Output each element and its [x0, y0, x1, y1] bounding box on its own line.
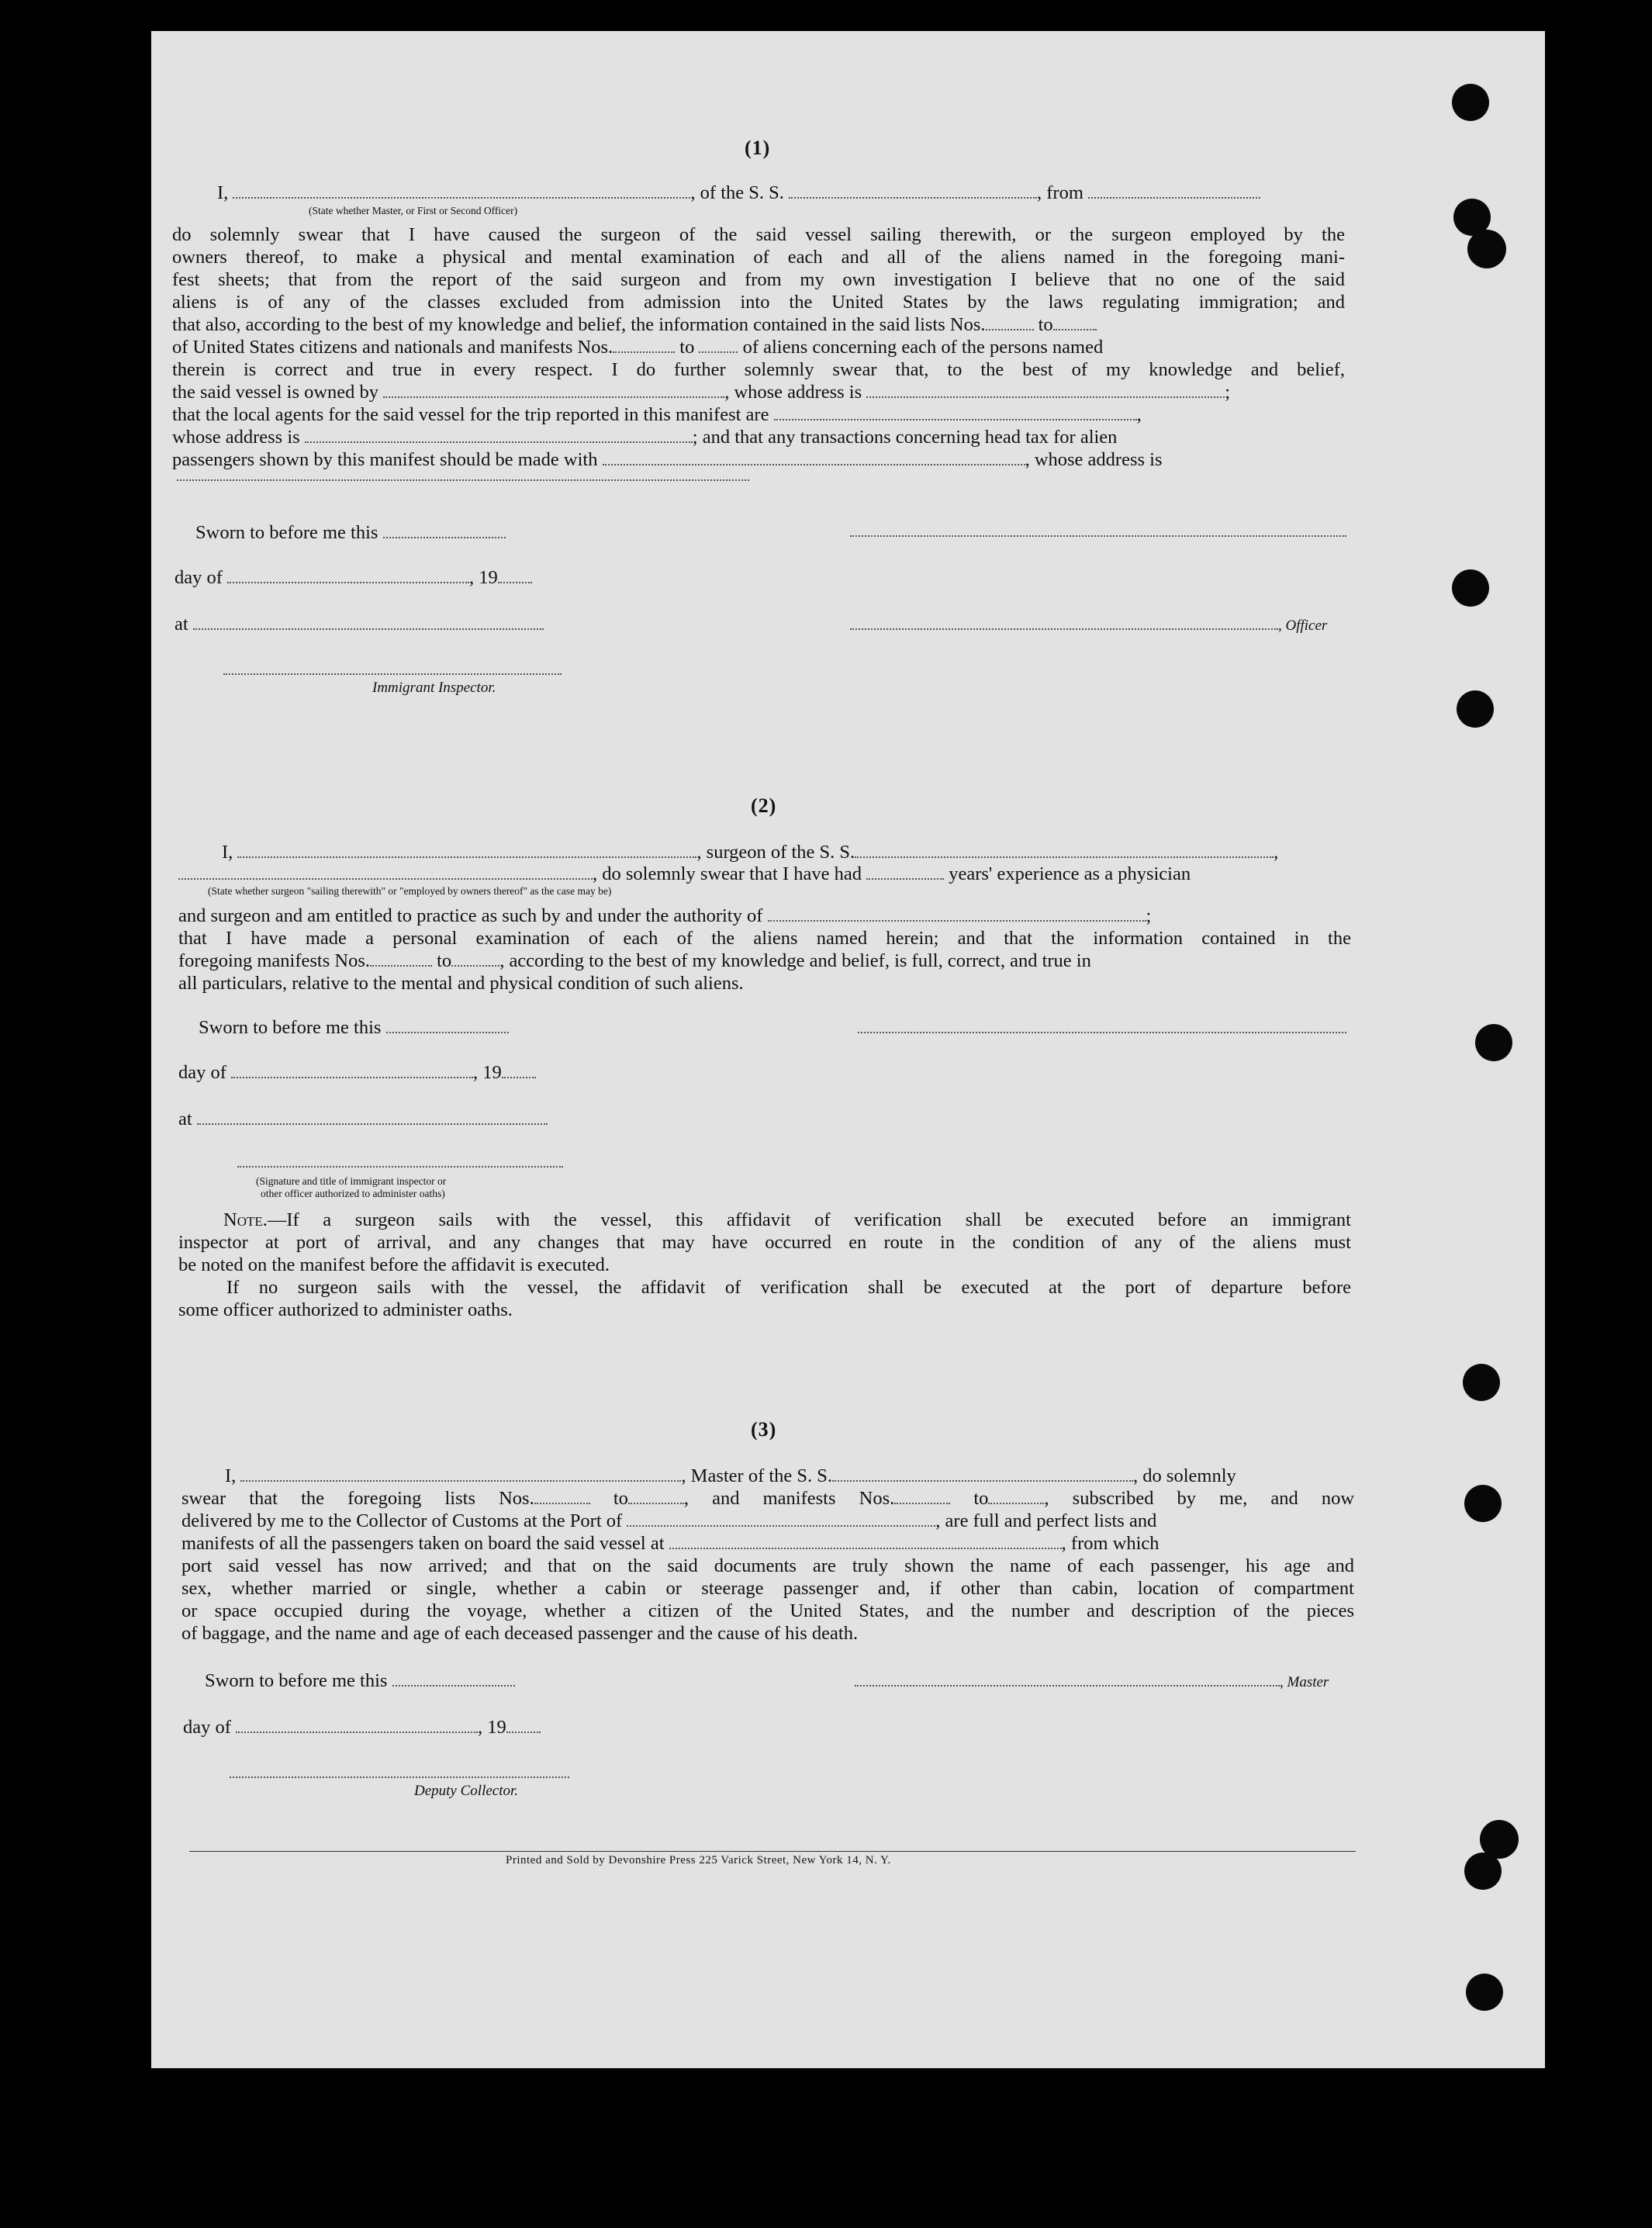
text: , Officer — [1278, 618, 1328, 634]
place-field[interactable] — [193, 614, 544, 630]
punch-hole — [1475, 1024, 1512, 1061]
master-name-field-3[interactable] — [240, 1466, 681, 1482]
punch-hole — [1467, 230, 1506, 268]
text: I, — [217, 182, 229, 203]
text: to — [1038, 314, 1053, 335]
punch-hole — [1452, 569, 1489, 607]
place-field-2[interactable] — [197, 1109, 548, 1125]
section-1-line-4: fest sheets; that from the report of the said surgeon and from my own investigation I believe that no one of the said — [172, 269, 1345, 290]
rank-hint: (State whether Master, or First or Second Officer) — [309, 205, 518, 216]
surgeon-status-hint: (State whether surgeon "sailing therewith" or "employed by owners thereof" as the case may be) — [208, 885, 612, 897]
text: of United States citizens and nationals and manifests Nos. — [172, 337, 613, 358]
text: swear that the foregoing lists Nos. — [181, 1488, 534, 1509]
text: —If a surgeon sails with the vessel, this affidavit of verification shall be executed before an immigrant — [267, 1209, 1351, 1230]
section-2-line-6: all particulars, relative to the mental and physical condition of such aliens. — [178, 973, 744, 994]
text: to — [679, 337, 695, 358]
text: , whose address is — [724, 382, 862, 403]
day-line-2 — [178, 1061, 536, 1084]
text: delivered by me to the Collector of Customs at the Port of — [181, 1510, 623, 1531]
text: day of — [183, 1717, 231, 1738]
punch-hole — [1452, 84, 1489, 121]
surgeon-signature-line[interactable] — [858, 1032, 1346, 1033]
text: manifests of all the passengers taken on board the said vessel at — [181, 1533, 665, 1554]
section-1-heading: (1) — [745, 137, 771, 159]
section-1-line-12 — [172, 448, 1163, 471]
section-2-heading: (2) — [751, 794, 777, 817]
text: to — [437, 950, 452, 971]
punch-hole — [1463, 1364, 1500, 1401]
section-1-line-3: owners thereof, to make a physical and mental examination of each and all of the aliens named in the foregoing mani- — [172, 247, 1345, 268]
year-field[interactable] — [498, 568, 532, 583]
signature-caption-1: (Signature and title of immigrant inspector or — [256, 1175, 447, 1187]
text: foregoing manifests Nos. — [178, 950, 370, 971]
day-month-field-3[interactable] — [236, 1718, 478, 1733]
text: , from which — [1061, 1533, 1160, 1554]
section-2-line-4: that I have made a personal examination of each of the aliens named herein; and that the information contained in the — [178, 928, 1351, 949]
text: the said vessel is owned by — [172, 382, 379, 403]
lists-from-field[interactable] — [986, 315, 1034, 330]
section-1-line-11 — [172, 426, 1117, 448]
text: I, — [222, 842, 233, 863]
text: , surgeon of the S. S. — [696, 842, 855, 863]
text: , 19 — [478, 1717, 506, 1738]
embark-port-field[interactable] — [669, 1534, 1062, 1549]
address-continuation-field[interactable] — [177, 479, 749, 481]
officer-signature — [850, 613, 1327, 637]
manifests-to-field-3[interactable] — [988, 1489, 1044, 1504]
from-port-field[interactable] — [1088, 183, 1260, 199]
text: , do solemnly — [1133, 1465, 1236, 1486]
manifests-to-field[interactable] — [699, 337, 738, 353]
section-3-line-1 — [225, 1465, 1236, 1487]
text: Sworn to before me this — [199, 1017, 382, 1038]
text: , 19 — [473, 1062, 502, 1083]
text: day of — [175, 567, 223, 588]
at-line-1 — [175, 613, 544, 635]
text: , and manifests Nos. — [683, 1488, 895, 1509]
collector-caption: Deputy Collector. — [414, 1783, 519, 1799]
surgeon-status-field[interactable] — [178, 864, 593, 880]
text: , Master of the S. S. — [681, 1465, 833, 1486]
section-1-line-6 — [172, 313, 1097, 336]
vessel-name-field-3[interactable] — [832, 1466, 1133, 1482]
owner-address-field[interactable] — [866, 382, 1225, 398]
text: , whose address is — [1025, 449, 1163, 470]
section-1-line-10: that the local agents for the said vessel for the trip reported in this manifest are , — [172, 404, 1142, 425]
section-3-heading: (3) — [751, 1418, 777, 1441]
sworn-line-1 — [195, 521, 506, 544]
at-line-2 — [178, 1108, 548, 1130]
punch-hole — [1464, 1853, 1502, 1890]
sworn-date-field-3[interactable] — [392, 1671, 515, 1687]
footer-rule — [189, 1851, 1356, 1852]
section-1-line-2: do solemnly swear that I have caused the surgeon of the said vessel sailing therewith, or the surgeon employed by the — [172, 224, 1345, 245]
text: , from — [1037, 182, 1083, 203]
owner-field[interactable] — [383, 382, 724, 398]
surgeon-name-field[interactable] — [237, 842, 696, 858]
note-paragraph-1 — [178, 1209, 1351, 1231]
day-line-1 — [175, 566, 532, 589]
authority-field[interactable] — [768, 906, 1146, 922]
inspector-caption: Immigrant Inspector. — [372, 680, 496, 696]
section-2-line-2 — [178, 863, 1191, 885]
punch-hole — [1457, 690, 1494, 728]
section-3-line-4 — [181, 1532, 1160, 1555]
text: to — [973, 1488, 989, 1509]
sworn-line-3 — [205, 1669, 515, 1692]
section-3-line-3 — [181, 1510, 1156, 1532]
inspector-signature-field[interactable] — [223, 673, 562, 675]
signature-line[interactable] — [850, 535, 1346, 537]
text: whose address is — [172, 427, 300, 448]
punch-hole — [1464, 1485, 1502, 1522]
section-2-line-1: I, , surgeon of the S. S. , — [222, 842, 1279, 863]
section-1-line-5: aliens is of any of the classes excluded from admission into the United States by the laws regulating immigration; and — [172, 292, 1345, 313]
text: that the local agents for the said vessel for the trip reported in this manifest are — [172, 404, 769, 425]
text: that also, according to the best of my knowledge and belief, the information contained in the said lists Nos. — [172, 314, 986, 335]
text: passengers shown by this manifest should be made with — [172, 449, 598, 470]
note-paragraph-2b: some officer authorized to administer oaths. — [178, 1299, 513, 1320]
text: , are full and perfect lists and — [935, 1510, 1157, 1531]
agents-address-field[interactable] — [305, 427, 693, 443]
text: ; and that any transactions concerning head tax for alien — [692, 427, 1118, 448]
manifests-from-field-3[interactable] — [894, 1489, 950, 1504]
port-field[interactable] — [627, 1511, 935, 1527]
note-paragraph-2: If no surgeon sails with the vessel, the affidavit of verification shall be executed at the port of departure before — [226, 1277, 1351, 1298]
text: , do solemnly swear that I have had — [593, 863, 862, 884]
lists-to-field[interactable] — [1053, 315, 1097, 330]
year-field-2[interactable] — [502, 1063, 536, 1078]
officer-signature-field[interactable] — [850, 614, 1278, 630]
text: of aliens concerning each of the persons named — [742, 337, 1104, 358]
text: I, — [225, 1465, 237, 1486]
text: , 19 — [469, 567, 498, 588]
manifests-from-field-2[interactable] — [370, 951, 432, 967]
vessel-name-field-2[interactable] — [855, 842, 1274, 858]
section-1-line-7 — [172, 336, 1103, 358]
text: to — [613, 1488, 628, 1509]
officer-signature-field-2[interactable] — [237, 1166, 563, 1168]
text: day of — [178, 1062, 226, 1083]
day-month-field-2[interactable] — [231, 1063, 473, 1078]
section-1-line-1 — [217, 182, 1260, 204]
collector-signature-field[interactable] — [230, 1777, 569, 1778]
section-3-line-6: sex, whether married or single, whether a cabin or steerage passenger and, if other than cabin, location of compartment — [181, 1578, 1354, 1599]
text: Sworn to before me this — [195, 522, 378, 543]
section-3-line-7: or space occupied during the voyage, whether a citizen of the United States, and the number and description of the pieces — [181, 1600, 1354, 1621]
lists-to-field-3[interactable] — [628, 1489, 684, 1504]
signature-caption-2: other officer authorized to administer oaths) — [261, 1188, 445, 1199]
note-label: Note. — [223, 1209, 268, 1230]
section-3-line-2 — [181, 1487, 1354, 1510]
section-3-line-8: of baggage, and the name and age of each deceased passenger and the cause of his death. — [181, 1623, 859, 1644]
printer-imprint: Printed and Sold by Devonshire Press 225 Varick Street, New York 14, N. Y. — [506, 1854, 891, 1866]
master-signature — [855, 1669, 1329, 1693]
sworn-line-2 — [199, 1016, 509, 1039]
lists-from-field-3[interactable] — [534, 1489, 590, 1504]
text: , Master — [1280, 1674, 1329, 1690]
note-paragraph-1b: inspector at port of arrival, and any changes that may have occurred en route in the condition of any of the aliens must — [178, 1232, 1351, 1253]
head-tax-contact-field[interactable] — [603, 450, 1025, 465]
vessel-name-field[interactable] — [789, 183, 1037, 199]
manifests-to-field-2[interactable] — [451, 951, 499, 967]
section-2-line-3: and surgeon and am entitled to practice as such by and under the authority of ; — [178, 905, 1152, 926]
master-name-field[interactable] — [233, 183, 690, 199]
section-1-line-8: therein is correct and true in every respect. I do further solemnly swear that, to the best of my knowledge and belief, — [172, 359, 1345, 380]
text: at — [175, 614, 188, 635]
text: years' experience as a physician — [949, 863, 1191, 884]
manifests-from-field[interactable] — [613, 337, 675, 353]
year-field-3[interactable] — [506, 1718, 541, 1733]
text: , of the S. S. — [690, 182, 784, 203]
local-agents-field[interactable] — [774, 405, 1137, 420]
text: at — [178, 1109, 192, 1130]
section-2-line-5 — [178, 950, 1091, 972]
text: , according to the best of my knowledge and belief, is full, correct, and true in — [499, 950, 1091, 971]
section-3-line-5: port said vessel has now arrived; and that on the said documents are truly shown the name of each passenger, his age and — [181, 1555, 1354, 1576]
sworn-date-field-2[interactable] — [386, 1018, 509, 1033]
text: , subscribed by me, and now — [1044, 1488, 1355, 1509]
day-line-3 — [183, 1716, 541, 1738]
years-experience-field[interactable] — [866, 864, 944, 880]
day-month-field[interactable] — [227, 568, 469, 583]
punch-hole — [1466, 1974, 1503, 2011]
text: Sworn to before me this — [205, 1670, 388, 1691]
section-1-line-9: the said vessel is owned by , whose address is ; — [172, 382, 1231, 403]
text: and surgeon and am entitled to practice as such by and under the authority of — [178, 905, 763, 926]
sworn-date-field[interactable] — [383, 523, 506, 538]
note-paragraph-1c: be noted on the manifest before the affidavit is executed. — [178, 1254, 610, 1275]
master-signature-field[interactable] — [855, 1671, 1280, 1687]
